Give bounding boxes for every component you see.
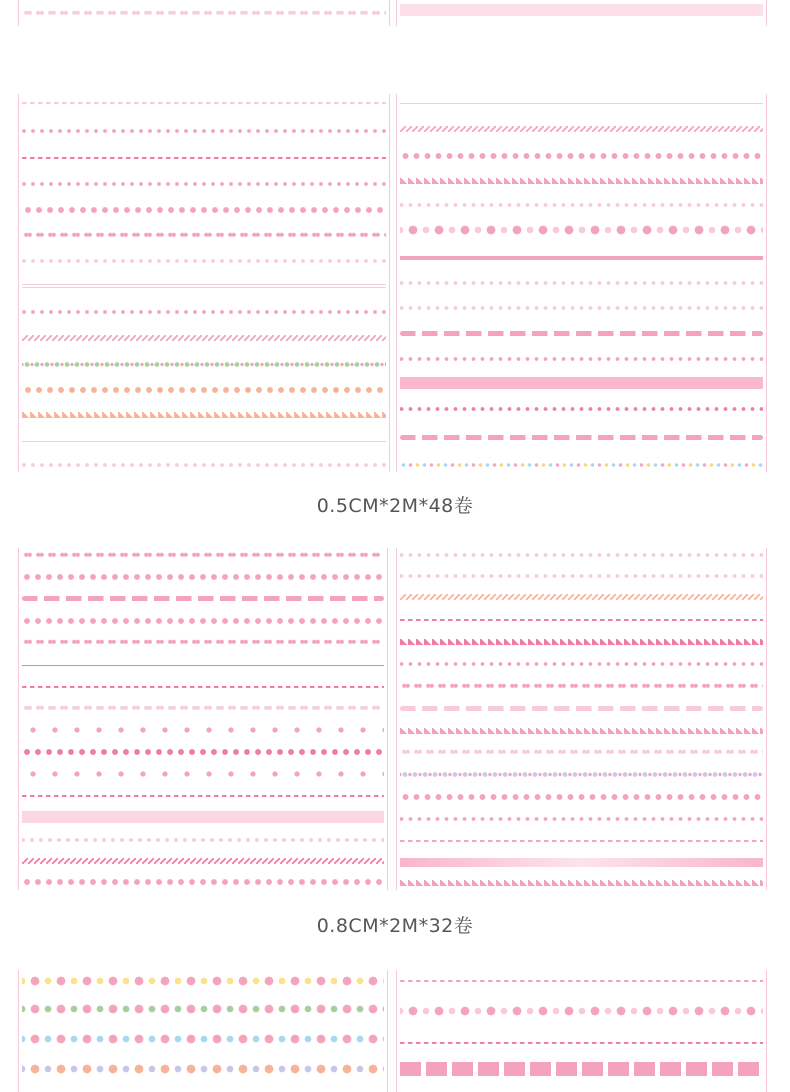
tape-strip (22, 770, 384, 778)
tape-strip (400, 573, 763, 579)
tape-strip (400, 1040, 763, 1046)
tape-strip (400, 377, 763, 389)
tape-panel-set2-left (18, 548, 388, 890)
tape-panel-set3-left (18, 970, 388, 1092)
set1-size-caption: 0.5CM*2M*48卷 (316, 495, 474, 517)
tape-strip (22, 705, 384, 712)
tape-strip (400, 661, 763, 667)
tape-strip (22, 438, 386, 444)
tape-strip (22, 974, 384, 988)
tape-strip (22, 283, 386, 289)
tape-strip (400, 683, 763, 690)
tape-strip (400, 793, 763, 801)
tape-strip (400, 880, 763, 886)
tape-strip (22, 309, 386, 315)
tape-strip (22, 617, 384, 625)
tape-strip (400, 594, 763, 600)
tape-panel-set1-right (396, 94, 767, 472)
set2-size-caption: 0.8CM*2M*32卷 (316, 915, 474, 937)
tape-strip (400, 100, 763, 106)
tape-panel-set2-right (396, 548, 767, 890)
tape-strip (22, 573, 384, 581)
tape-panel-top-left (18, 0, 390, 26)
tape-strip (22, 639, 384, 646)
tape-strip (22, 552, 384, 559)
tape-strip (22, 232, 386, 239)
tape-strip (22, 662, 384, 668)
tape-strip (22, 155, 386, 161)
tape-strip (400, 749, 763, 756)
tape-strip (22, 858, 384, 864)
tape-strip (400, 639, 763, 645)
tape-strip (400, 256, 763, 260)
tape-strip (400, 617, 763, 623)
tape-strip (400, 223, 763, 237)
tape-strip (400, 4, 763, 16)
tape-strip (400, 435, 763, 440)
tape-strip (22, 726, 384, 734)
tape-strip (22, 793, 384, 799)
tape-strip (22, 128, 386, 134)
tape-strip (400, 406, 763, 412)
tape-panel-top-right (396, 0, 767, 26)
tape-strip (22, 878, 384, 886)
tape-strip (400, 305, 763, 311)
tape-strip (400, 728, 763, 734)
tape-panel-set1-left (18, 94, 390, 472)
tape-strip (400, 816, 763, 822)
tape-strip (400, 1062, 763, 1076)
tape-strip (22, 748, 384, 756)
tape-strip (22, 811, 384, 823)
tape-strip (400, 552, 763, 558)
tape-strip (400, 356, 763, 362)
tape-strip (400, 462, 763, 468)
tape-strip (22, 596, 384, 601)
tape-strip (400, 331, 763, 336)
tape-strip (22, 412, 386, 418)
tape-strip (400, 771, 763, 778)
tape-strip (22, 10, 386, 17)
tape-strip (400, 838, 763, 844)
tape-strip (22, 684, 384, 690)
tape-strip (22, 206, 386, 214)
tape-strip (22, 462, 386, 468)
tape-strip (22, 1032, 384, 1046)
tape-strip (400, 202, 763, 208)
tape-strip (400, 858, 763, 867)
tape-strip (22, 335, 386, 341)
tape-strip (22, 386, 386, 394)
tape-strip (400, 152, 763, 160)
tape-strip (400, 280, 763, 286)
tape-strip (22, 1002, 384, 1016)
tape-panel-set3-right (396, 970, 767, 1092)
tape-strip (22, 258, 386, 264)
tape-strip (22, 837, 384, 843)
tape-strip (400, 706, 763, 711)
tape-strip (22, 181, 386, 187)
tape-strip (400, 178, 763, 184)
tape-strip (400, 1004, 763, 1018)
tape-strip (22, 1062, 384, 1076)
tape-strip (400, 978, 763, 984)
tape-strip (22, 361, 386, 368)
tape-strip (22, 100, 386, 106)
tape-strip (400, 126, 763, 132)
